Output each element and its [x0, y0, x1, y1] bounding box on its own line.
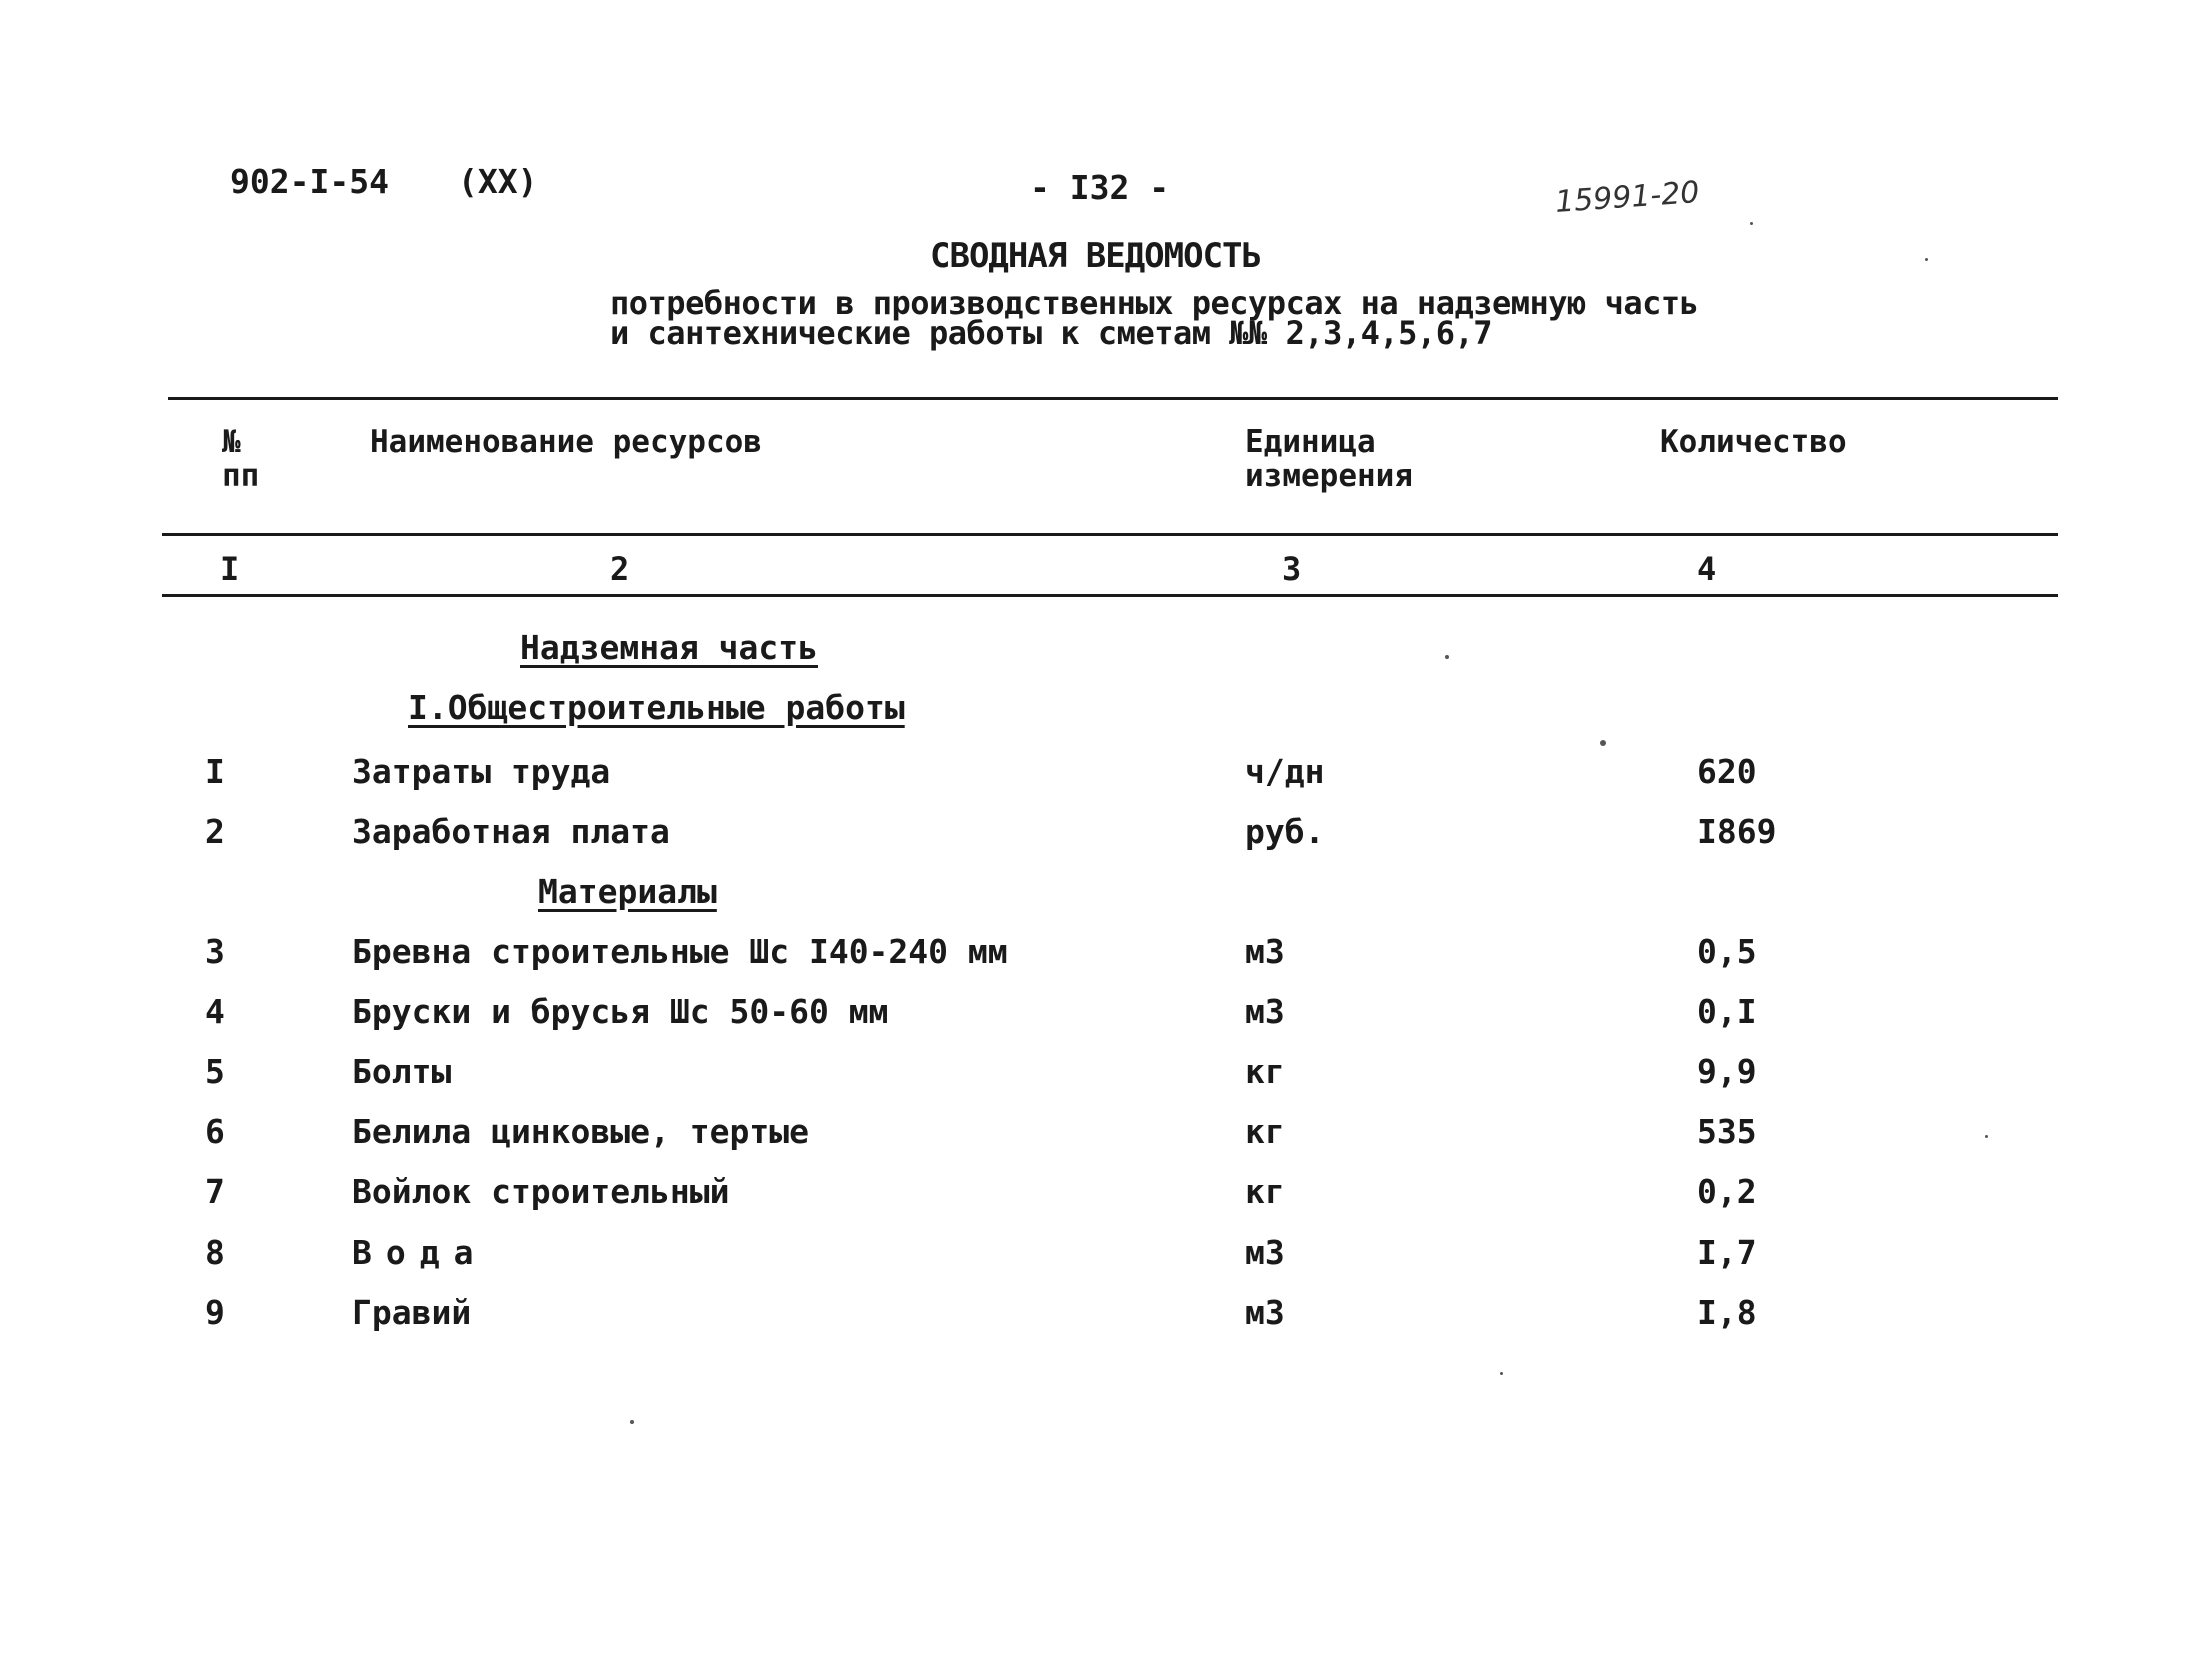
- column-number-3: 3: [1282, 550, 1302, 588]
- row-unit: ч/дн: [1245, 752, 1325, 791]
- row-number: 3: [205, 932, 225, 971]
- row-unit: кг: [1245, 1172, 1285, 1211]
- row-quantity: I,7: [1697, 1233, 1757, 1272]
- row-quantity: 9,9: [1697, 1052, 1757, 1091]
- scan-speck: [1600, 740, 1606, 746]
- row-unit: м3: [1245, 932, 1285, 971]
- document-subtitle-line2: и сантехнические работы к сметам №№ 2,3,4,5,6,7: [610, 314, 1492, 352]
- row-quantity: 0,2: [1697, 1172, 1757, 1211]
- row-resource-name: Заработная плата: [352, 812, 670, 851]
- section-title: Надземная часть: [520, 628, 819, 667]
- row-quantity: I869: [1697, 812, 1777, 851]
- scan-speck: [1750, 222, 1753, 225]
- group-title-materials: Материалы: [538, 872, 717, 911]
- row-unit: руб.: [1245, 812, 1325, 851]
- row-resource-name: Бревна строительные Шс I40-240 мм: [352, 932, 1008, 971]
- col-header-unit-line1: Единица: [1245, 424, 1376, 460]
- table-top-rule: [168, 397, 2058, 400]
- row-resource-name: Вода: [352, 1233, 488, 1272]
- row-resource-name: Гравий: [352, 1293, 472, 1332]
- col-header-number-line2: пп: [222, 458, 260, 494]
- column-number-4: 4: [1697, 550, 1717, 588]
- table-header-rule: [162, 533, 2058, 536]
- row-resource-name: Белила цинковые, тертые: [352, 1112, 809, 1151]
- scan-speck: [1985, 1135, 1988, 1138]
- col-header-unit-line2: измерения: [1245, 458, 1413, 494]
- column-number-1: I: [220, 550, 240, 588]
- row-unit: м3: [1245, 1293, 1285, 1332]
- row-number: I: [205, 752, 225, 791]
- col-header-unit: [1245, 425, 1413, 493]
- scan-speck: [1925, 258, 1928, 261]
- row-unit: м3: [1245, 992, 1285, 1031]
- row-number: 8: [205, 1233, 225, 1272]
- row-unit: кг: [1245, 1112, 1285, 1151]
- row-resource-name: Затраты труда: [352, 752, 611, 791]
- row-number: 9: [205, 1293, 225, 1332]
- row-resource-name: Войлок строительный: [352, 1172, 730, 1211]
- page-number: - I32 -: [1030, 168, 1170, 207]
- archive-number: 15991-20: [1553, 175, 1701, 220]
- scan-speck: [1445, 655, 1449, 659]
- row-unit: м3: [1245, 1233, 1285, 1272]
- col-header-name: Наименование ресурсов: [370, 424, 762, 460]
- row-number: 6: [205, 1112, 225, 1151]
- row-quantity: 0,I: [1697, 992, 1757, 1031]
- row-quantity: 620: [1697, 752, 1757, 791]
- sheet-code: (XX): [458, 162, 538, 201]
- row-number: 4: [205, 992, 225, 1031]
- col-header-quantity: Количество: [1660, 424, 1847, 460]
- col-header-number-line1: №: [222, 424, 241, 460]
- row-quantity: I,8: [1697, 1293, 1757, 1332]
- row-number: 7: [205, 1172, 225, 1211]
- row-quantity: 0,5: [1697, 932, 1757, 971]
- subsection-title: I.Общестроительные работы: [408, 688, 905, 727]
- scan-speck: [1500, 1372, 1503, 1375]
- document-subtitle-line1: потребности в производственных ресурсах на надземную часть: [610, 284, 1699, 322]
- column-number-2: 2: [610, 550, 630, 588]
- scan-speck: [630, 1420, 634, 1424]
- row-resource-name: Бруски и брусья Шс 50-60 мм: [352, 992, 889, 1031]
- document-code: 902-I-54: [230, 162, 389, 201]
- column-number-rule: [162, 594, 2058, 597]
- row-number: 5: [205, 1052, 225, 1091]
- row-resource-name: Болты: [352, 1052, 452, 1091]
- document-title: СВОДНАЯ ВЕДОМОСТЬ: [930, 236, 1261, 276]
- col-header-number: [222, 425, 259, 493]
- row-quantity: 535: [1697, 1112, 1757, 1151]
- row-number: 2: [205, 812, 225, 851]
- row-unit: кг: [1245, 1052, 1285, 1091]
